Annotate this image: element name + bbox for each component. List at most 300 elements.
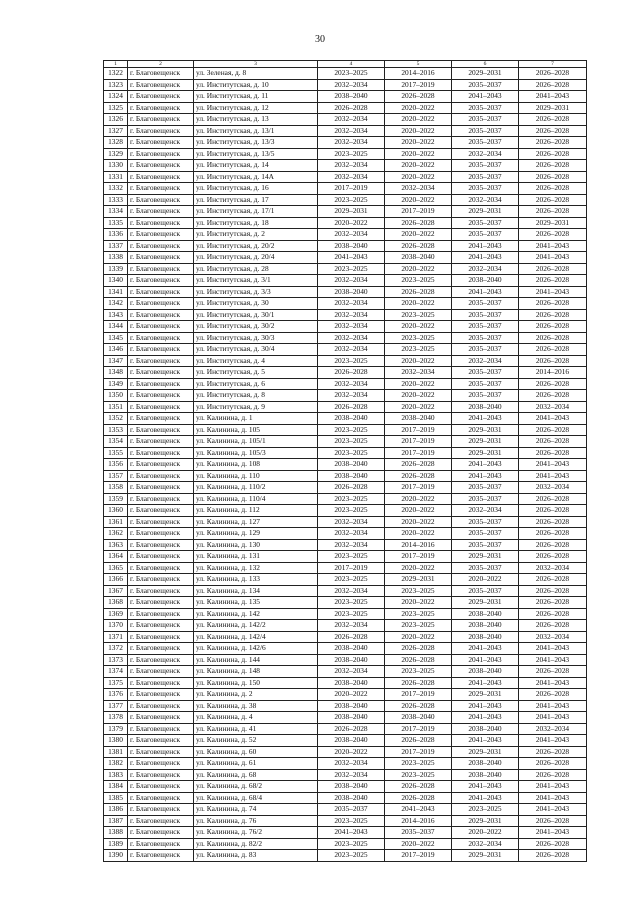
settlement: г. Благовещенск: [128, 424, 194, 436]
period-col7: 2026–2028: [519, 355, 587, 367]
address: ул. Калинина, д. 144: [194, 654, 318, 666]
table-row: [104, 505, 587, 517]
settlement: г. Благовещенск: [128, 654, 194, 666]
period-col6: 2029–2031: [452, 447, 519, 459]
address: ул. Институтская, д. 14А: [194, 171, 318, 183]
table-row: [104, 631, 587, 643]
period-col7: 2026–2028: [519, 769, 587, 781]
settlement: г. Благовещенск: [128, 240, 194, 252]
row-number: 1344: [104, 321, 128, 333]
period-col5: 2026–2028: [385, 470, 452, 482]
row-number: 1369: [104, 608, 128, 620]
row-number: 1354: [104, 436, 128, 448]
table-row: [104, 654, 587, 666]
settlement: г. Благовещенск: [128, 470, 194, 482]
row-number: 1343: [104, 309, 128, 321]
settlement: г. Благовещенск: [128, 79, 194, 91]
table-row: [104, 390, 587, 402]
table-row: [104, 815, 587, 827]
table-row: [104, 562, 587, 574]
table-row: [104, 401, 587, 413]
address: ул. Калинина, д. 112: [194, 505, 318, 517]
table-row: [104, 758, 587, 770]
period-col7: 2041–2043: [519, 413, 587, 425]
period-col6: 2035–2037: [452, 160, 519, 172]
period-col7: 2026–2028: [519, 505, 587, 517]
table-row: [104, 470, 587, 482]
period-col4: 2023–2025: [318, 815, 385, 827]
period-col7: 2026–2028: [519, 79, 587, 91]
period-col7: 2026–2028: [519, 608, 587, 620]
period-col4: 2038–2040: [318, 91, 385, 103]
settlement: г. Благовещенск: [128, 482, 194, 494]
period-col4: 2038–2040: [318, 677, 385, 689]
period-col6: 2020–2022: [452, 574, 519, 586]
address: ул. Институтская, д. 12: [194, 102, 318, 114]
period-col6: 2029–2031: [452, 597, 519, 609]
settlement: г. Благовещенск: [128, 585, 194, 597]
period-col6: 2035–2037: [452, 378, 519, 390]
table-row: [104, 700, 587, 712]
period-col6: 2035–2037: [452, 482, 519, 494]
settlement: г. Благовещенск: [128, 390, 194, 402]
period-col6: 2029–2031: [452, 815, 519, 827]
period-col7: 2026–2028: [519, 298, 587, 310]
period-col6: 2038–2040: [452, 723, 519, 735]
address: ул. Институтская, д. 13/5: [194, 148, 318, 160]
row-number: 1361: [104, 516, 128, 528]
period-col7: 2026–2028: [519, 137, 587, 149]
settlement: г. Благовещенск: [128, 804, 194, 816]
row-number: 1375: [104, 677, 128, 689]
settlement: г. Благовещенск: [128, 378, 194, 390]
table-row: [104, 838, 587, 850]
period-col4: 2023–2025: [318, 148, 385, 160]
period-col6: 2032–2034: [452, 148, 519, 160]
period-col6: 2035–2037: [452, 102, 519, 114]
settlement: г. Благовещенск: [128, 493, 194, 505]
row-number: 1348: [104, 367, 128, 379]
period-col4: 2023–2025: [318, 68, 385, 80]
table-row: [104, 723, 587, 735]
period-col4: 2020–2022: [318, 217, 385, 229]
settlement: г. Благовещенск: [128, 148, 194, 160]
period-col5: 2014–2016: [385, 815, 452, 827]
period-col4: 2032–2034: [318, 229, 385, 241]
row-number: 1374: [104, 666, 128, 678]
address: ул. Институтская, д. 30/3: [194, 332, 318, 344]
settlement: г. Благовещенск: [128, 666, 194, 678]
address: ул. Институтская, д. 30/1: [194, 309, 318, 321]
address: ул. Калинина, д. 131: [194, 551, 318, 563]
period-col5: 2020–2022: [385, 505, 452, 517]
row-number: 1325: [104, 102, 128, 114]
period-col5: 2017–2019: [385, 447, 452, 459]
period-col6: 2041–2043: [452, 91, 519, 103]
address: ул. Калинина, д. 132: [194, 562, 318, 574]
period-col6: 2035–2037: [452, 493, 519, 505]
period-col5: 2026–2028: [385, 792, 452, 804]
period-col7: 2026–2028: [519, 114, 587, 126]
period-col5: 2017–2019: [385, 79, 452, 91]
period-col6: 2041–2043: [452, 700, 519, 712]
period-col5: 2035–2037: [385, 827, 452, 839]
settlement: г. Благовещенск: [128, 321, 194, 333]
table-row: [104, 804, 587, 816]
row-number: 1336: [104, 229, 128, 241]
row-number: 1370: [104, 620, 128, 632]
row-number: 1366: [104, 574, 128, 586]
table-row: [104, 252, 587, 264]
settlement: г. Благовещенск: [128, 792, 194, 804]
row-number: 1365: [104, 562, 128, 574]
period-col7: 2041–2043: [519, 827, 587, 839]
period-col7: 2026–2028: [519, 321, 587, 333]
row-number: 1329: [104, 148, 128, 160]
period-col7: 2041–2043: [519, 459, 587, 471]
period-col7: 2026–2028: [519, 148, 587, 160]
period-col6: 2041–2043: [452, 286, 519, 298]
row-number: 1340: [104, 275, 128, 287]
period-col4: 2026–2028: [318, 482, 385, 494]
period-col7: 2026–2028: [519, 850, 587, 862]
period-col4: 2017–2019: [318, 183, 385, 195]
table-row: [104, 620, 587, 632]
row-number: 1350: [104, 390, 128, 402]
period-col4: 2032–2034: [318, 620, 385, 632]
schedule-table: [103, 60, 587, 862]
period-col5: 2014–2016: [385, 68, 452, 80]
row-number: 1347: [104, 355, 128, 367]
period-col6: 2035–2037: [452, 298, 519, 310]
period-col5: 2017–2019: [385, 482, 452, 494]
period-col6: 2023–2025: [452, 804, 519, 816]
period-col7: 2026–2028: [519, 597, 587, 609]
address: ул. Калинина, д. 1: [194, 413, 318, 425]
period-col6: 2041–2043: [452, 240, 519, 252]
period-col5: 2017–2019: [385, 206, 452, 218]
period-col7: 2026–2028: [519, 493, 587, 505]
period-col4: 2032–2034: [318, 137, 385, 149]
table-row: [104, 608, 587, 620]
period-col6: 2041–2043: [452, 413, 519, 425]
period-col5: 2026–2028: [385, 643, 452, 655]
address: ул. Калинина, д. 105: [194, 424, 318, 436]
settlement: г. Благовещенск: [128, 758, 194, 770]
period-col7: 2026–2028: [519, 666, 587, 678]
period-col4: 2023–2025: [318, 597, 385, 609]
period-col6: 2035–2037: [452, 562, 519, 574]
period-col7: 2032–2034: [519, 723, 587, 735]
schedule-table-body: [104, 61, 587, 862]
settlement: г. Благовещенск: [128, 367, 194, 379]
address: ул. Калинина, д. 2: [194, 689, 318, 701]
period-col6: 2032–2034: [452, 263, 519, 275]
period-col4: 2023–2025: [318, 608, 385, 620]
period-col6: 2032–2034: [452, 505, 519, 517]
period-col4: 2023–2025: [318, 850, 385, 862]
period-col6: 2041–2043: [452, 735, 519, 747]
row-number: 1342: [104, 298, 128, 310]
settlement: г. Благовещенск: [128, 539, 194, 551]
period-col5: 2020–2022: [385, 562, 452, 574]
table-row: [104, 424, 587, 436]
period-col4: 2020–2022: [318, 689, 385, 701]
period-col5: 2017–2019: [385, 746, 452, 758]
settlement: г. Благовещенск: [128, 528, 194, 540]
table-row: [104, 240, 587, 252]
row-number: 1377: [104, 700, 128, 712]
row-number: 1338: [104, 252, 128, 264]
period-col6: 2035–2037: [452, 229, 519, 241]
period-col6: 2041–2043: [452, 252, 519, 264]
period-col5: 2038–2040: [385, 413, 452, 425]
period-col4: 2032–2034: [318, 758, 385, 770]
row-number: 1384: [104, 781, 128, 793]
settlement: г. Благовещенск: [128, 723, 194, 735]
table-row: [104, 781, 587, 793]
settlement: г. Благовещенск: [128, 700, 194, 712]
row-number: 1357: [104, 470, 128, 482]
address: ул. Институтская, д. 28: [194, 263, 318, 275]
row-number: 1331: [104, 171, 128, 183]
period-col5: 2023–2025: [385, 769, 452, 781]
period-col7: 2026–2028: [519, 229, 587, 241]
period-col5: 2032–2034: [385, 367, 452, 379]
settlement: г. Благовещенск: [128, 516, 194, 528]
period-col7: 2041–2043: [519, 240, 587, 252]
settlement: г. Благовещенск: [128, 712, 194, 724]
address: ул. Калинина, д. 68/2: [194, 781, 318, 793]
period-col4: 2041–2043: [318, 252, 385, 264]
table-row: [104, 148, 587, 160]
period-col7: 2032–2034: [519, 562, 587, 574]
period-col5: 2020–2022: [385, 631, 452, 643]
table-row: [104, 355, 587, 367]
settlement: г. Благовещенск: [128, 183, 194, 195]
settlement: г. Благовещенск: [128, 505, 194, 517]
period-col6: 2020–2022: [452, 827, 519, 839]
table-row: [104, 206, 587, 218]
period-col5: 2026–2028: [385, 781, 452, 793]
row-number: 1346: [104, 344, 128, 356]
period-col5: 2020–2022: [385, 148, 452, 160]
settlement: г. Благовещенск: [128, 206, 194, 218]
period-col6: 2038–2040: [452, 401, 519, 413]
period-col4: 2023–2025: [318, 424, 385, 436]
row-number: 1390: [104, 850, 128, 862]
period-col4: 2038–2040: [318, 735, 385, 747]
table-row: [104, 378, 587, 390]
period-col4: 2023–2025: [318, 505, 385, 517]
row-number: 1345: [104, 332, 128, 344]
period-col5: 2038–2040: [385, 712, 452, 724]
address: ул. Калинина, д. 83: [194, 850, 318, 862]
period-col4: 2032–2034: [318, 585, 385, 597]
settlement: г. Благовещенск: [128, 275, 194, 287]
period-col4: 2026–2028: [318, 631, 385, 643]
period-col5: 2020–2022: [385, 321, 452, 333]
column-number: 1: [104, 61, 128, 68]
period-col7: 2026–2028: [519, 746, 587, 758]
period-col6: 2029–2031: [452, 68, 519, 80]
period-col5: 2020–2022: [385, 378, 452, 390]
period-col5: 2017–2019: [385, 424, 452, 436]
period-col4: 2023–2025: [318, 574, 385, 586]
period-col4: 2023–2025: [318, 436, 385, 448]
period-col7: 2026–2028: [519, 424, 587, 436]
period-col5: 2026–2028: [385, 700, 452, 712]
period-col7: 2041–2043: [519, 470, 587, 482]
table-row: [104, 114, 587, 126]
table-row: [104, 643, 587, 655]
period-col4: 2032–2034: [318, 539, 385, 551]
column-number: 5: [385, 61, 452, 68]
table-row: [104, 91, 587, 103]
period-col5: 2038–2040: [385, 252, 452, 264]
settlement: г. Благовещенск: [128, 114, 194, 126]
settlement: г. Благовещенск: [128, 574, 194, 586]
period-col4: 2032–2034: [318, 528, 385, 540]
row-number: 1368: [104, 597, 128, 609]
period-col5: 2023–2025: [385, 758, 452, 770]
address: ул. Институтская, д. 14: [194, 160, 318, 172]
period-col5: 2023–2025: [385, 585, 452, 597]
period-col7: 2026–2028: [519, 378, 587, 390]
row-number: 1380: [104, 735, 128, 747]
period-col4: 2038–2040: [318, 286, 385, 298]
table-row: [104, 321, 587, 333]
settlement: г. Благовещенск: [128, 459, 194, 471]
settlement: г. Благовещенск: [128, 413, 194, 425]
period-col7: 2041–2043: [519, 91, 587, 103]
period-col4: 2032–2034: [318, 516, 385, 528]
period-col5: 2020–2022: [385, 838, 452, 850]
settlement: г. Благовещенск: [128, 838, 194, 850]
period-col5: 2020–2022: [385, 516, 452, 528]
row-number: 1330: [104, 160, 128, 172]
period-col4: 2026–2028: [318, 401, 385, 413]
address: ул. Зеленая, д. 8: [194, 68, 318, 80]
period-col4: 2038–2040: [318, 792, 385, 804]
row-number: 1355: [104, 447, 128, 459]
row-number: 1367: [104, 585, 128, 597]
period-col6: 2038–2040: [452, 275, 519, 287]
period-col6: 2041–2043: [452, 677, 519, 689]
period-col7: 2041–2043: [519, 643, 587, 655]
table-row: [104, 666, 587, 678]
period-col4: 2032–2034: [318, 275, 385, 287]
settlement: г. Благовещенск: [128, 436, 194, 448]
period-col5: 2023–2025: [385, 666, 452, 678]
row-number: 1353: [104, 424, 128, 436]
address: ул. Калинина, д. 130: [194, 539, 318, 551]
period-col7: 2026–2028: [519, 332, 587, 344]
period-col6: 2029–2031: [452, 424, 519, 436]
period-col5: 2020–2022: [385, 229, 452, 241]
address: ул. Калинина, д. 76: [194, 815, 318, 827]
period-col6: 2038–2040: [452, 620, 519, 632]
settlement: г. Благовещенск: [128, 620, 194, 632]
period-col7: 2026–2028: [519, 275, 587, 287]
period-col6: 2035–2037: [452, 585, 519, 597]
period-col7: 2026–2028: [519, 516, 587, 528]
settlement: г. Благовещенск: [128, 125, 194, 137]
period-col4: 2038–2040: [318, 781, 385, 793]
period-col7: 2026–2028: [519, 206, 587, 218]
table-row: [104, 436, 587, 448]
period-col6: 2038–2040: [452, 758, 519, 770]
period-col6: 2035–2037: [452, 367, 519, 379]
period-col4: 2038–2040: [318, 643, 385, 655]
period-col6: 2029–2031: [452, 850, 519, 862]
table-row: [104, 516, 587, 528]
period-col5: 2020–2022: [385, 114, 452, 126]
row-number: 1339: [104, 263, 128, 275]
row-number: 1333: [104, 194, 128, 206]
table-row: [104, 217, 587, 229]
period-col6: 2029–2031: [452, 206, 519, 218]
period-col6: 2035–2037: [452, 539, 519, 551]
period-col4: 2026–2028: [318, 102, 385, 114]
row-number: 1356: [104, 459, 128, 471]
table-row: [104, 539, 587, 551]
address: ул. Калинина, д. 60: [194, 746, 318, 758]
table-row: [104, 183, 587, 195]
period-col6: 2035–2037: [452, 125, 519, 137]
period-col6: 2032–2034: [452, 194, 519, 206]
address: ул. Институтская, д. 2: [194, 229, 318, 241]
period-col7: 2026–2028: [519, 574, 587, 586]
period-col5: 2017–2019: [385, 689, 452, 701]
period-col5: 2020–2022: [385, 137, 452, 149]
table-row: [104, 102, 587, 114]
table-row: [104, 551, 587, 563]
column-number-row: [104, 61, 587, 68]
table-row: [104, 689, 587, 701]
table-row: [104, 712, 587, 724]
period-col7: 2026–2028: [519, 183, 587, 195]
address: ул. Институтская, д. 13: [194, 114, 318, 126]
table-row: [104, 229, 587, 241]
address: ул. Институтская, д. 17/1: [194, 206, 318, 218]
settlement: г. Благовещенск: [128, 677, 194, 689]
period-col4: 2020–2022: [318, 746, 385, 758]
row-number: 1335: [104, 217, 128, 229]
period-col7: 2041–2043: [519, 654, 587, 666]
row-number: 1352: [104, 413, 128, 425]
settlement: г. Благовещенск: [128, 746, 194, 758]
period-col6: 2041–2043: [452, 643, 519, 655]
address: ул. Институтская, д. 17: [194, 194, 318, 206]
period-col7: 2026–2028: [519, 815, 587, 827]
period-col6: 2038–2040: [452, 608, 519, 620]
settlement: г. Благовещенск: [128, 781, 194, 793]
period-col4: 2032–2034: [318, 171, 385, 183]
settlement: г. Благовещенск: [128, 608, 194, 620]
row-number: 1381: [104, 746, 128, 758]
column-number: 3: [194, 61, 318, 68]
period-col6: 2029–2031: [452, 689, 519, 701]
address: ул. Институтская, д. 9: [194, 401, 318, 413]
period-col4: 2038–2040: [318, 470, 385, 482]
settlement: г. Благовещенск: [128, 769, 194, 781]
period-col7: 2026–2028: [519, 551, 587, 563]
address: ул. Калинина, д. 148: [194, 666, 318, 678]
column-number: 7: [519, 61, 587, 68]
period-col7: 2026–2028: [519, 585, 587, 597]
period-col4: 2017–2019: [318, 562, 385, 574]
